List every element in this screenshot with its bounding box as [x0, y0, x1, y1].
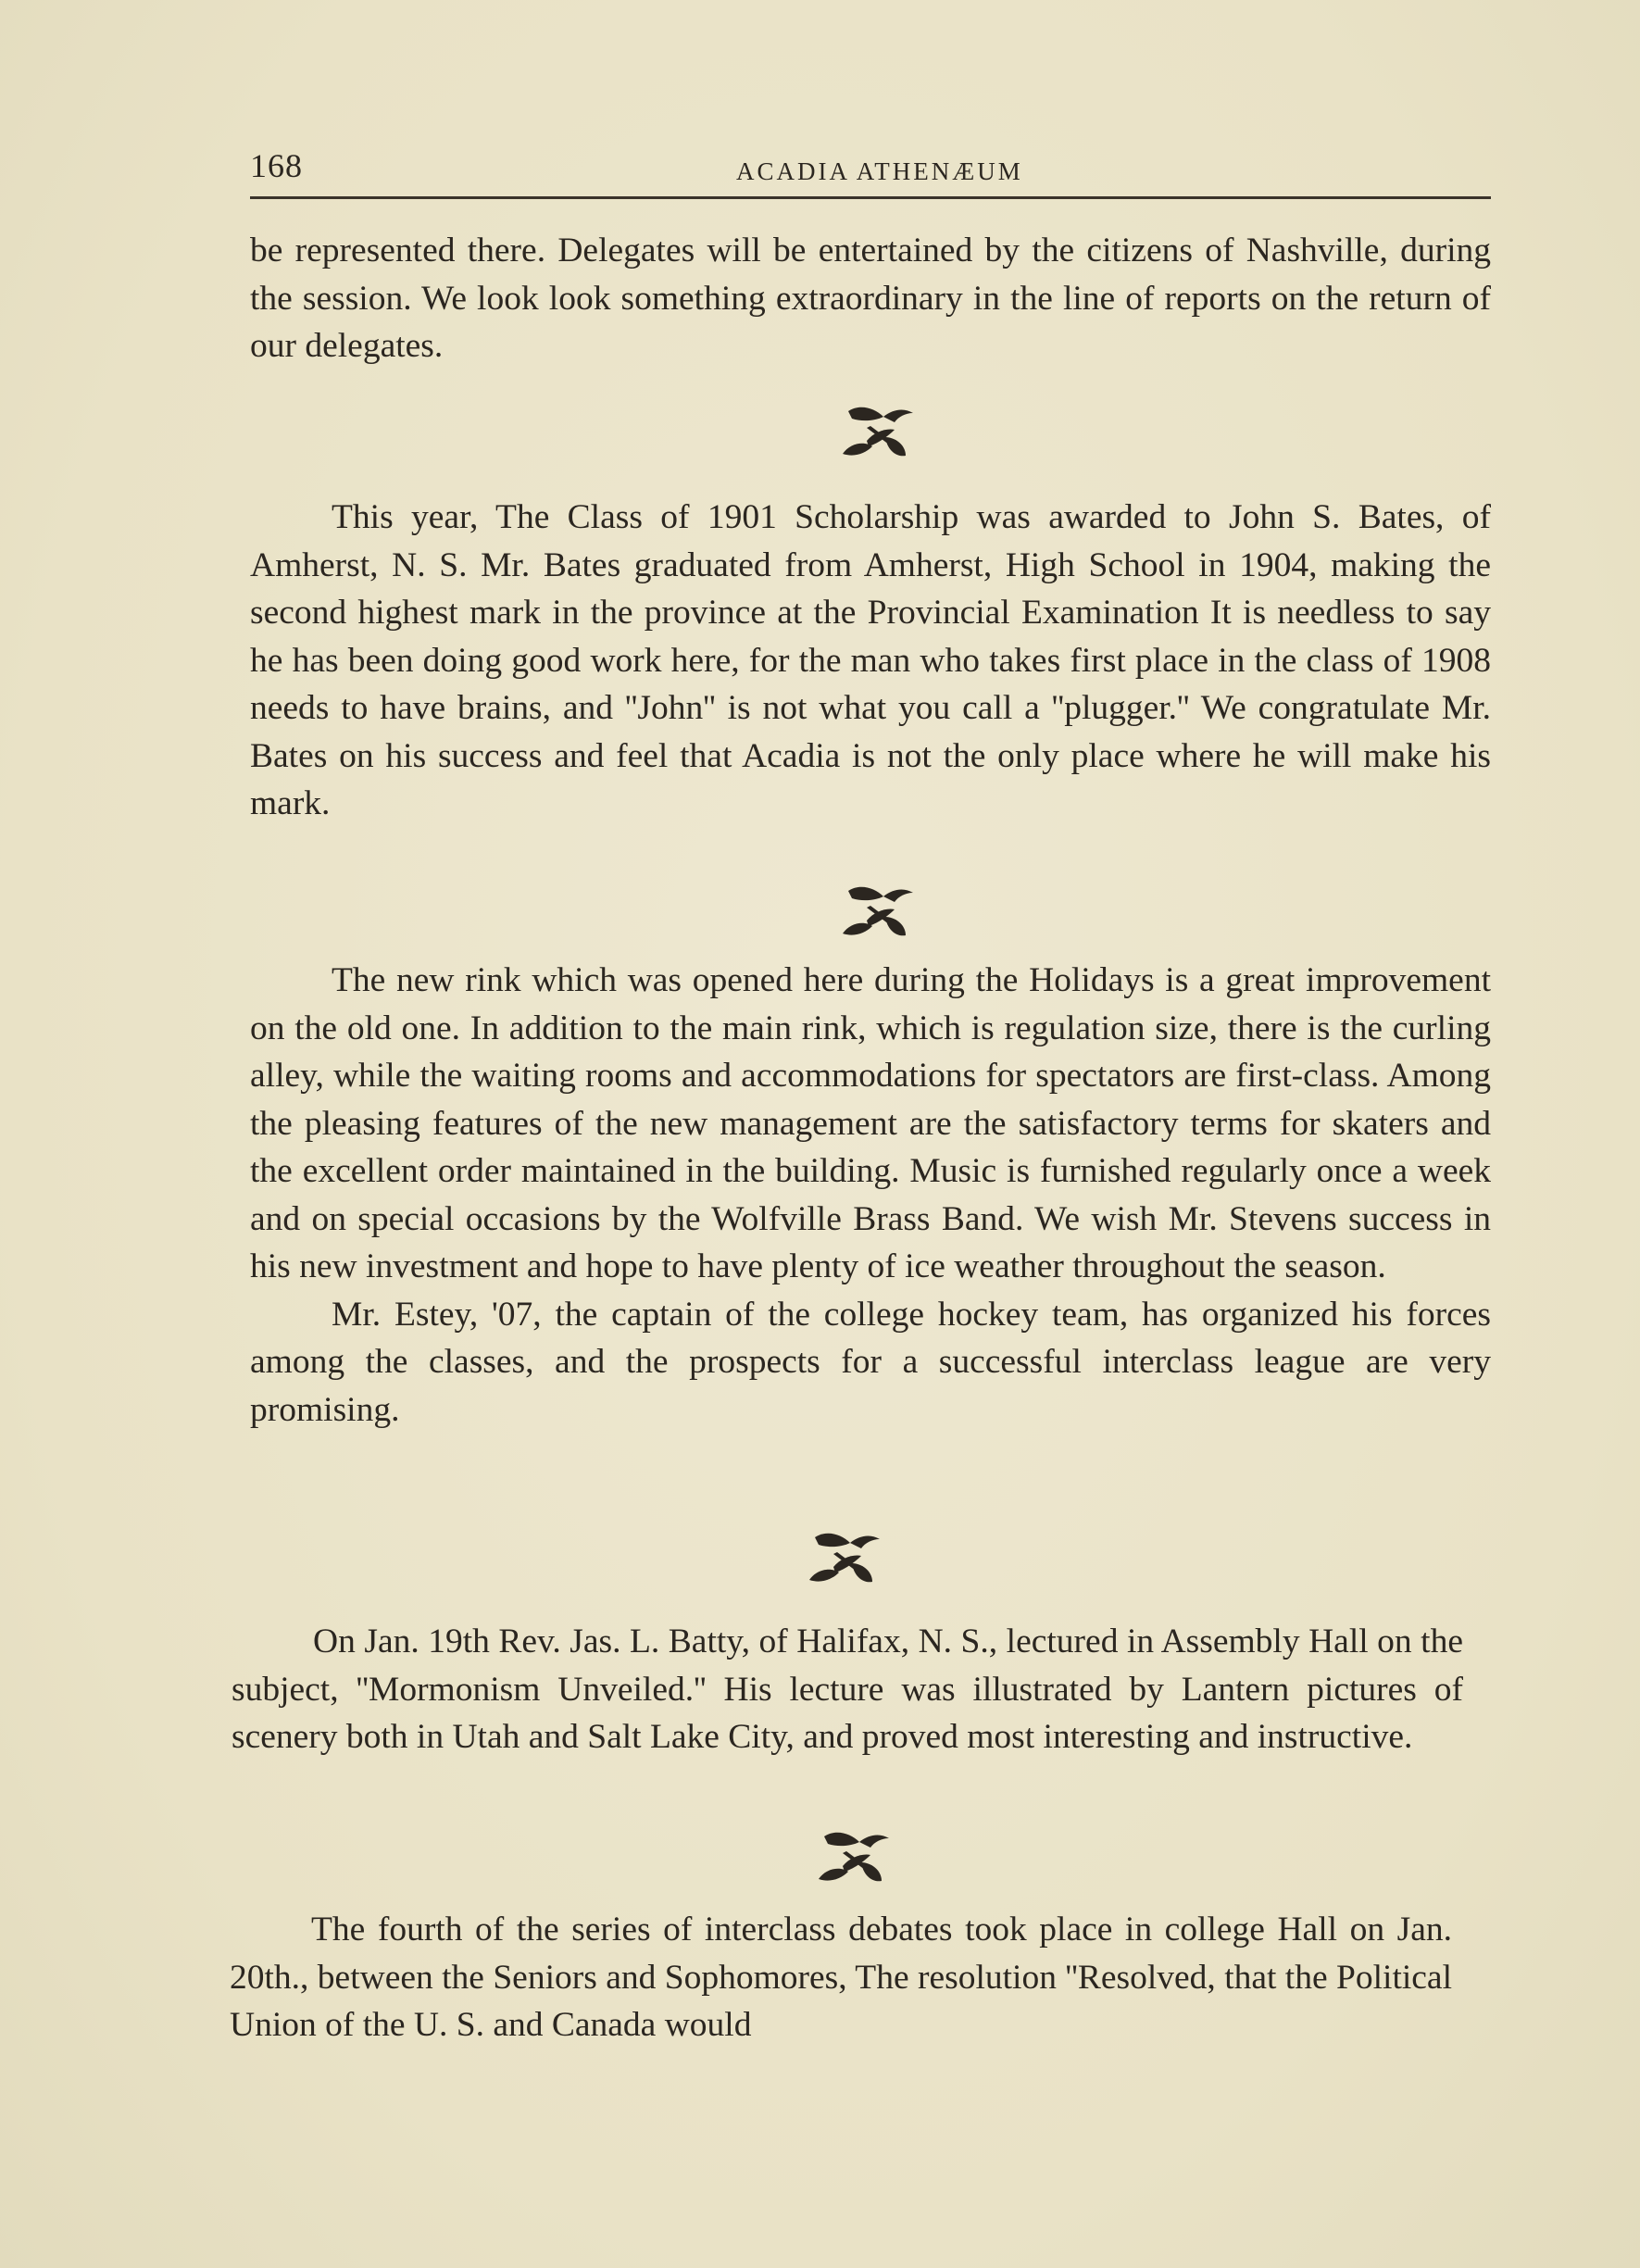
- text-block-3: [250, 957, 1491, 1434]
- leaf-ornament-icon: [806, 1530, 883, 1587]
- paragraph-rink: The new rink which was opened here during the Holidays is a great improvement on the old one. In addition to the main rink, which is regulation size, there is the curling alley, while the waiting rooms and accommodations for spectators are first-class. Among the pleasing features of the new management are the satisfactory terms for skaters and the excellent order maintained in the building. Music is furnished regularly once a week and on special occasions by the Wolfville Brass Band. We wish Mr. Stevens success in his new investment and hope to have plenty of ice weather throughout the season.: [250, 961, 1491, 1285]
- page-number: 168: [250, 147, 303, 184]
- paragraph-hockey: Mr. Estey, '07, the captain of the college hockey team, has organized his forces among the classes, and the prospects for a successful interclass league are very promising.: [250, 1295, 1491, 1429]
- paragraph-scholarship: This year, The Class of 1901 Scholarship was awarded to John S. Bates, of Amherst, N. S. Mr. Bates graduated from Amherst, High School in 1904, making the second highest mark in the province at the Provincial Examination It is needless to say he has been doing good work here, for the man who takes first place in the class of 1908 needs to have brains, and ''John'' is not what you call a ''plugger.'' We congratulate Mr. Bates on his success and feel that Acadia is not the only place where he will make his mark.: [250, 498, 1491, 822]
- text-block-1: [250, 227, 1491, 370]
- leaf-ornament-icon: [839, 883, 917, 941]
- paragraph-delegates: be represented there. Delegates will be entertained by the citizens of Nashville, during the session. We look look something extraordinary in the line of reports on the return of our delegates.: [250, 232, 1491, 365]
- running-head: ACADIA ATHENÆUM: [736, 157, 1023, 185]
- text-block-2: [250, 494, 1491, 828]
- paragraph-debates: The fourth of the series of interclass debates took place in college Hall on Jan. 20th., between the Seniors and Sophomores, The resolution ''Resolved, that the Political Union of the U. S. and Canada would: [230, 1911, 1452, 2044]
- page-header: [250, 146, 1491, 202]
- leaf-ornament-icon: [839, 404, 917, 461]
- text-block-4: [232, 1618, 1463, 1761]
- paragraph-lecture: On Jan. 19th Rev. Jas. L. Batty, of Halifax, N. S., lectured in Assembly Hall on the subject, ''Mormonism Unveiled.'' His lecture was illustrated by Lantern pictures of scenery both in Utah and Salt Lake City, and proved most interesting and instructive.: [232, 1623, 1463, 1756]
- header-rule: [250, 196, 1491, 199]
- leaf-ornament-icon: [815, 1829, 893, 1886]
- text-block-5: [230, 1906, 1452, 2049]
